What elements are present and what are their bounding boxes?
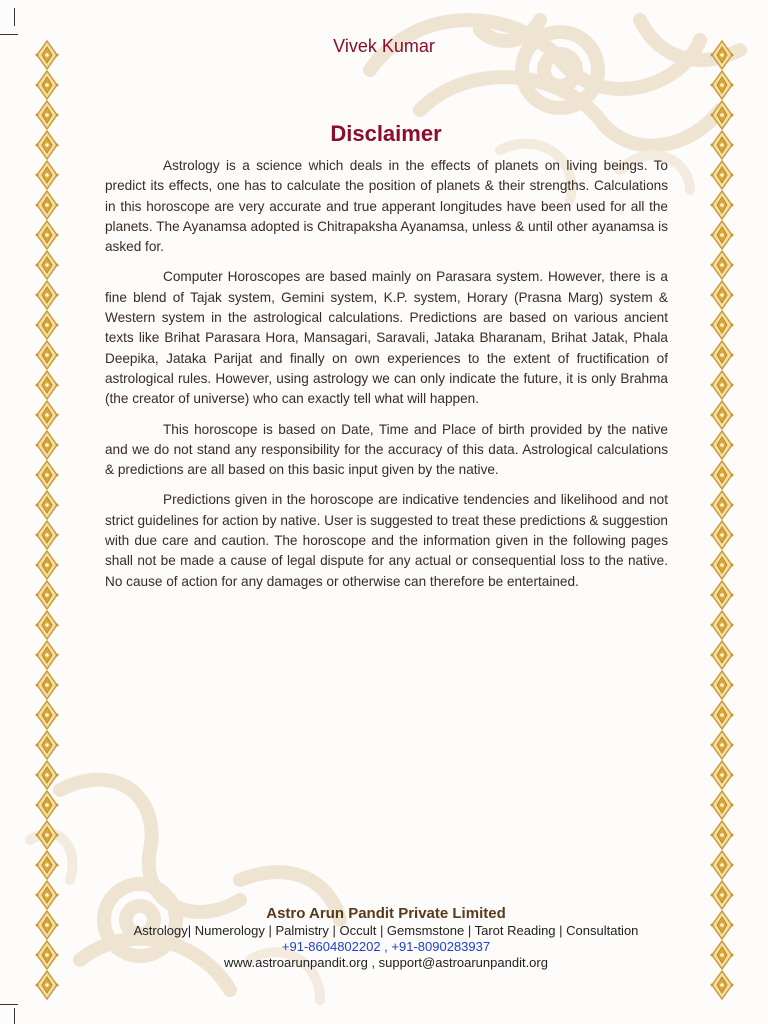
page-title: Disclaimer <box>330 121 442 146</box>
company-name: Astro Arun Pandit Private Limited <box>266 905 506 922</box>
paragraph-predictions: Predictions given in the horoscope are indicative tendencies and likelihood and not strict guidelines for action by native. User is suggested to treat these predictions & suggestion with due care and caution. The horoscope and the information given in the following pages shall not be made a cause of legal dispute for any actual or consequential loss to the native. No cause of action for any damages or otherwise can therefore be entertained. <box>105 492 668 589</box>
website-email: www.astroarunpandit.org , support@astroarunpandit.org <box>224 955 548 970</box>
paragraph-astrology-science: Astrology is a science which deals in the effects of planets on living beings. To predict its effects, one has to calculate the position of planets & their strengths. Calculations in this horoscope are very accurate and true apperant longitudes have been used for all the planets. The Ayanamsa adopted is Chitrapaksha Ayanamsa, unless & until other ayanamsa is asked for. <box>105 158 668 255</box>
native-name-header: Vivek Kumar <box>333 36 435 56</box>
gold-border-left-icon <box>34 40 60 1000</box>
crop-mark <box>14 1008 15 1024</box>
crop-mark <box>0 34 18 35</box>
page-footer <box>0 905 768 971</box>
disclaimer-body <box>105 156 668 602</box>
paragraph-birth-data: This horoscope is based on Date, Time and Place of birth provided by the native and we do not stand any responsibility for the accuracy of this data. Astrological calculations & predictions are all based on this basic input given by the native. <box>105 421 668 478</box>
paragraph-computer-horoscopes: Computer Horoscopes are based mainly on Parasara system. However, there is a fine blend of Tajak system, Gemini system, K.P. system, Horary (Prasna Marg) system & Western system in the astrological calculations. Predictions are based on various ancient texts like Brihat Parasara Hora, Mansagari, Saravali, Jataka Bharanam, Brihat Jatak, Phala Deepika, Jataka Parijat and finally on own experiences to the extent of fructification of astrological rules. However, using astrology we can only indicate the future, it is only Brahma (the creator of universe) who can exactly tell what will happen. <box>105 269 668 407</box>
phone-numbers: +91-8604802202 , +91-8090283937 <box>281 939 491 954</box>
services-list: Astrology| Numerology | Palmistry | Occult | Gemsmstone | Tarot Reading | Consultation <box>133 923 639 938</box>
crop-mark <box>14 8 15 26</box>
gold-border-right-icon <box>709 40 735 1000</box>
crop-mark <box>0 1004 18 1005</box>
